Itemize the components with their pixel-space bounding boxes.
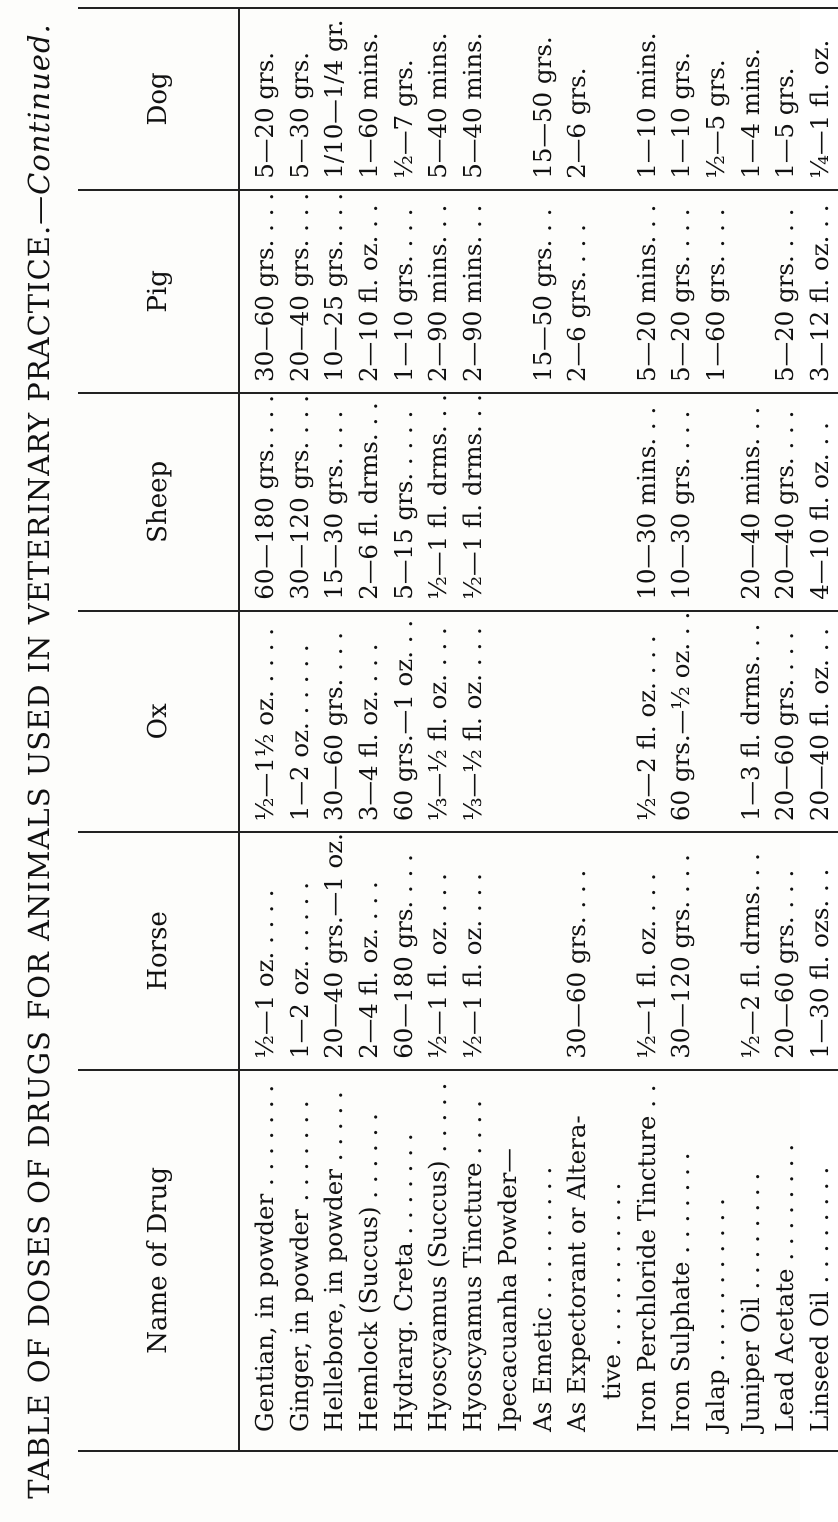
dog-dose-cell: 5—40 mins. [423,32,453,179]
pig-dose-cell: 2—90 mins. . . [423,204,453,383]
drug-name-cell: Hemlock (Succus) . . . . . . [354,1113,384,1432]
sheep-dose-cell: 5—15 grs. . . . . [388,410,418,600]
header-drug: Name of Drug [78,1070,239,1451]
header-pig: Pig [78,190,239,393]
drug-name-cell: Jalap . . . . . . . . . . . [700,1198,730,1432]
drug-name-cell: As Expectorant or Altera- [562,1115,592,1432]
horse-dose-cell: 20—40 grs.—1 oz. [319,833,349,1059]
horse-dose-cell: ½—1 oz. . . . . [250,889,279,1059]
ox-dose-cell: ½—1½ oz. . . . . [250,627,279,822]
sheep-dose-cell: ½—1 fl. drms. . . [423,394,453,600]
ox-dose-cell [595,612,630,831]
pig-dose-cell: 30—60 grs. . . . [250,192,279,383]
pig-dose-cell: 2—10 fl. oz. . . [354,204,384,383]
drug-name-cell: Hydrarg. Creta . . . . . . . [388,1133,418,1432]
dog-dose-cell: 15—50 grs. [527,36,557,179]
doses-table [78,7,838,1452]
pig-dose-cell: 2—6 grs. . . . [562,224,592,383]
sheep-dose-cell [560,394,595,610]
pig-dose-cell: 2—90 mins. . . [458,204,488,383]
ox-dose-cell: 30—60 grs. . . . [319,631,349,822]
horse-dose-cell [699,833,734,1069]
horse-dose-cell: 30—60 grs. . . . [562,869,592,1059]
ox-dose-cell: 20—60 grs. . . . [770,631,800,822]
sheep-dose-cell [699,394,734,610]
dog-dose-cell: 1—5 grs. [770,67,800,179]
header-ox: Ox [78,611,239,832]
sheep-dose-cell: 20—40 grs. . . . [770,410,800,600]
drug-name-cell: Linseed Oil . . . . . . . . [805,1166,834,1432]
sheep-dose-cell: 60—180 grs. . . . [250,394,279,600]
drug-name-cell: Juniper Oil . . . . . . . . [735,1172,765,1432]
pig-dose-cell: 5—20 grs. . . . [770,208,800,383]
pig-dose-cell [734,191,769,392]
horse-dose-cell [595,833,630,1069]
header-row [78,8,239,1451]
dog-dose-cell: 2—6 grs. [562,67,592,179]
sheep-dose-cell: 30—120 grs. . . . [284,394,314,600]
dog-column [239,8,838,190]
sheep-dose-cell: 2—6 fl. drms. . . [354,402,384,600]
ox-dose-cell: 3—4 fl. oz. . . . [354,643,384,822]
drug-name-cell: Hellebore, in powder . . . . . [319,1091,349,1432]
pig-dose-cell: 5—20 grs. . . . [666,208,696,383]
drug-name-cell: tive . . . . . . . . . . . [596,1182,626,1400]
horse-dose-cell: ½—1 fl. oz. . . . [423,873,453,1059]
dog-dose-cell: 5—40 mins. [458,32,488,179]
sheep-dose-cell: 15—30 grs. . . . [319,410,349,600]
dog-dose-cell: 5—20 grs. [250,51,279,179]
pig-dose-cell: 3—12 fl. oz. . . [805,204,834,383]
drug-name-cell: Lead Acetate . . . . . . . . [770,1143,800,1432]
ox-dose-cell: 1—2 oz. . . . . . [284,644,314,822]
ox-dose-cell: 60 grs.—1 oz. . . [388,619,418,822]
sheep-dose-cell: 4—10 fl. oz. . . [805,422,834,600]
pig-dose-cell [595,191,630,392]
table-title [22,0,56,1522]
title-text: TABLE OF DOSES OF DRUGS FOR ANIMALS USED IN VETERINARY PRACTICE. [22,224,56,1499]
table-body-row [239,8,838,1451]
title-continued: —Continued. [22,23,56,225]
dog-dose-cell: 1—10 mins. [631,32,661,179]
drug-name-cell: As Emetic . . . . . . . . . [527,1166,557,1432]
dog-dose-cell [491,9,526,189]
pig-dose-cell: 20—40 grs. . . . [284,192,314,383]
drug-name-cell: Ginger, in powder . . . . . . . [284,1100,314,1432]
drug-name-cell: Iron Sulphate . . . . . . . [666,1152,696,1432]
sheep-dose-cell [491,394,526,610]
horse-dose-cell: ½—1 fl. oz. . . . [631,873,661,1059]
header-sheep: Sheep [78,393,239,611]
horse-dose-cell: 20—60 grs. . . . [770,869,800,1059]
pig-dose-cell: 1—60 grs. . . . [700,208,730,383]
dog-dose-cell: ¼—1 fl. oz. [805,39,834,179]
sheep-dose-cell: 20—40 mins. . . [735,406,765,600]
ox-dose-cell [526,612,561,831]
sheep-dose-cell: ½—1 fl. drms. . . [458,394,488,600]
header-dog: Dog [78,8,239,190]
ox-dose-cell [699,612,734,831]
sheep-dose-cell [595,394,630,610]
pig-dose-cell: 10—25 grs. . . . [319,192,349,383]
horse-dose-cell: ½—2 fl. drms. . . [735,853,765,1059]
ox-dose-cell: 20—40 fl. oz. . . [805,627,834,822]
drug-name-cell: Hyoscyamus (Succus) . . . . . [423,1082,453,1432]
horse-dose-cell: ½—1 fl. oz. . . . [458,873,488,1059]
dog-dose-cell [595,9,630,189]
dog-dose-cell: ½—5 grs. [700,59,730,179]
horse-dose-cell: 60—180 grs. . . . [388,854,418,1059]
drug-name-cell: Iron Perchloride Tincture . . [631,1084,661,1432]
horse-dose-cell: 1—2 oz. . . . . . [284,881,314,1059]
ox-dose-cell: ½—2 fl. oz. . . . [631,635,661,822]
horse-column [239,832,838,1070]
pig-dose-cell: 5—20 mins. . . [631,204,661,383]
drug-name-cell: Ipecacuanha Powder— [492,1148,522,1432]
header-horse: Horse [78,832,239,1070]
horse-dose-cell [491,833,526,1069]
ox-dose-cell: 60 grs.—½ oz. . . [666,611,696,822]
horse-dose-cell: 30—120 grs. . . . [666,854,696,1059]
ox-dose-cell: ⅓—½ fl. oz. . . . [458,627,488,822]
horse-dose-cell: 2—4 fl. oz. . . . [354,881,384,1059]
ox-dose-cell [491,612,526,831]
sheep-dose-cell: 10—30 grs. . . . [666,410,696,600]
drug-column [239,1070,838,1451]
dog-dose-cell: 1—10 grs. [666,51,696,179]
dog-dose-cell: 5—30 grs. [284,51,314,179]
sheep-dose-cell [526,394,561,610]
dog-dose-cell: 1/10—1/4 gr. [319,19,349,179]
ox-dose-cell [560,612,595,831]
dog-dose-cell: 1—4 mins. [735,48,765,179]
dog-dose-cell: ½—7 grs. [388,59,418,179]
drug-name-cell: Gentian, in powder . . . . . . . [250,1084,279,1432]
ox-dose-cell: 1—3 fl. drms. . . [735,623,765,822]
ox-dose-cell: ⅓—½ fl. oz. . . . [423,627,453,822]
ox-column [239,611,838,832]
sheep-column [239,393,838,611]
drug-name-cell: Hyoscyamus Tincture . . . . [458,1100,488,1432]
pig-column [239,190,838,393]
pig-dose-cell: 15—50 grs. . . [527,208,557,383]
sheep-dose-cell: 10—30 mins. . . [631,406,661,600]
horse-dose-cell: 1—30 fl. ozs. . . [805,868,834,1059]
horse-dose-cell [526,833,561,1069]
pig-dose-cell: 1—10 grs. . . . [388,208,418,383]
pig-dose-cell [491,191,526,392]
dog-dose-cell: 1—60 mins. [354,32,384,179]
